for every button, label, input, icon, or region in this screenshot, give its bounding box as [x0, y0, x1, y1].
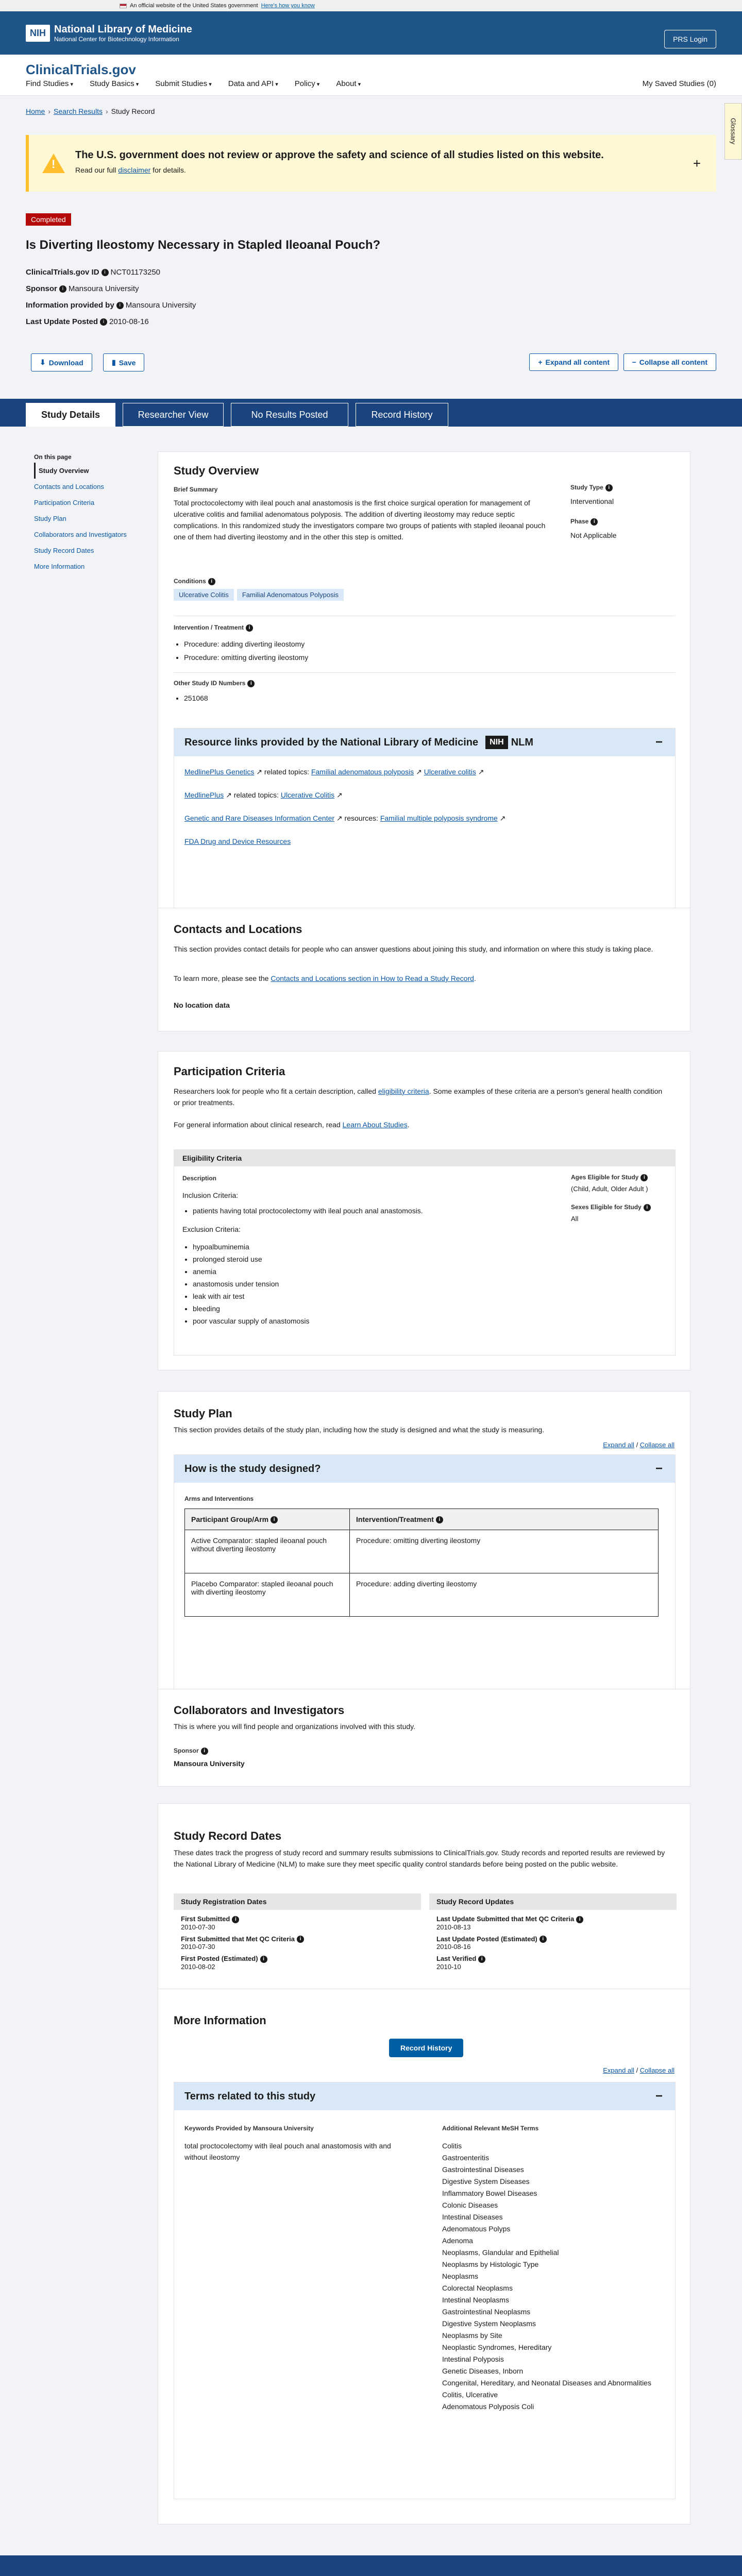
status-badge: Completed: [26, 213, 71, 226]
plan-expand-collapse: Expand all / Collapse all: [603, 1441, 674, 1449]
mesh-term: Neoplasms: [442, 2272, 479, 2280]
study-id: NCT01173250: [110, 268, 160, 277]
info-icon[interactable]: i: [208, 578, 215, 585]
study-record-dates-section: [158, 1803, 690, 2004]
nlm-title[interactable]: National Library of Medicine: [54, 23, 192, 35]
phase-label: Phase i: [570, 518, 600, 526]
eligibility-heading: Eligibility Criteria: [174, 1150, 675, 1166]
sidenav-item-dates[interactable]: Study Record Dates: [34, 547, 94, 554]
list-item: • anastomosis under tension: [193, 1278, 309, 1290]
info-icon[interactable]: i: [576, 1916, 583, 1923]
list-item: • 251068: [184, 694, 208, 702]
site-footer: [0, 2555, 742, 2576]
sidenav-item-plan[interactable]: Study Plan: [34, 515, 66, 522]
resource-line: Genetic and Rare Diseases Information Center ↗ resources: Familial multiple polyposis syndrome ↗: [184, 814, 506, 822]
sidenav-item-collaborators[interactable]: Collaborators and Investigators: [34, 531, 127, 538]
tab-researcher-view[interactable]: Researcher View: [123, 403, 224, 427]
record-updates-heading: Study Record Updates: [429, 1893, 677, 1910]
collapse-all-link[interactable]: Collapse all: [639, 2066, 674, 2074]
main-nav: [26, 79, 361, 88]
study-type-label: Study Type i: [570, 484, 615, 492]
info-icon[interactable]: i: [232, 1916, 239, 1923]
registration-dates-heading: Study Registration Dates: [174, 1893, 421, 1910]
nlm-resource-title: Resource links provided by the National Library of Medicine: [184, 736, 479, 748]
keywords-value: total proctocolectomy with ileal pouch anal anastomosis with and without ileostomy: [184, 2142, 391, 2161]
exclusion-list: [193, 1241, 309, 1327]
last-update-row: Last Update Posted i 2010-08-16: [26, 317, 149, 326]
collapse-all-link[interactable]: Collapse all: [639, 1441, 674, 1449]
info-icon[interactable]: i: [644, 1204, 651, 1211]
resource-link[interactable]: Familial multiple polyposis syndrome: [380, 814, 498, 822]
terms-title: Terms related to this study: [184, 2090, 316, 2102]
info-icon[interactable]: i: [102, 269, 109, 276]
resource-line: [184, 837, 665, 845]
sidenav-heading: On this page: [34, 453, 72, 461]
other-ids-list: [184, 694, 208, 702]
terms-box: [174, 2082, 676, 2499]
mesh-term: Colonic Diseases: [442, 2201, 498, 2209]
expand-all-button[interactable]: + Expand all content: [529, 353, 618, 371]
collapse-icon[interactable]: −: [655, 2089, 663, 2103]
info-icon[interactable]: i: [605, 484, 613, 492]
study-id-row: ClinicalTrials.gov ID i NCT01173250: [26, 268, 160, 277]
intervention-list: [184, 637, 308, 664]
mesh-term: Colitis: [442, 2142, 462, 2150]
us-flag-icon: [120, 4, 127, 8]
mesh-term: Gastrointestinal Neoplasms: [442, 2308, 531, 2316]
mesh-label: Additional Relevant MeSH Terms: [442, 2125, 539, 2132]
sexes-label: Sexes Eligible for Study i: [571, 1204, 653, 1211]
contacts-learn: To learn more, please see the Contacts and Locations section in How to Read a Study Record.: [174, 974, 476, 982]
section-title: Study Overview: [174, 464, 259, 477]
table-row: Placebo Comparator: stapled ileoanal pouch with diverting ileostomy Procedure: adding diverting ileostomy: [185, 1573, 659, 1617]
list-item: • Procedure: adding diverting ileostomy: [184, 637, 308, 651]
mesh-list: [442, 2140, 669, 2413]
mesh-term: Gastrointestinal Diseases: [442, 2165, 524, 2174]
inclusion-label: Inclusion Criteria:: [182, 1191, 239, 1199]
nav-study-basics[interactable]: Study Basics ▾: [90, 79, 139, 88]
mesh-term: Digestive System Diseases: [442, 2177, 530, 2185]
table-header: Participant Group/Arm i: [185, 1509, 350, 1530]
resource-link[interactable]: Genetic and Rare Diseases Information Center: [184, 814, 335, 822]
divider: [174, 672, 676, 673]
tab-record-history[interactable]: Record History: [356, 403, 448, 427]
nav-data-api[interactable]: Data and API ▾: [228, 79, 278, 88]
list-item: • leak with air test: [193, 1290, 309, 1302]
mesh-term: Neoplasms by Histologic Type: [442, 2260, 539, 2268]
sponsor-value: Mansoura University: [68, 284, 139, 293]
gov-banner-link[interactable]: Here's how you know: [261, 3, 315, 9]
info-icon[interactable]: i: [116, 302, 124, 309]
more-expand-collapse: Expand all / Collapse all: [603, 2066, 674, 2074]
mesh-term: Colorectal Neoplasms: [442, 2284, 513, 2292]
table-row: Active Comparator: stapled ileoanal pouch without diverting ileostomy Procedure: omitting diverting ileostomy: [185, 1530, 659, 1573]
inclusion-list: [193, 1207, 423, 1215]
phase-value: Not Applicable: [570, 531, 617, 539]
study-type-value: Interventional: [570, 497, 614, 505]
nav-policy[interactable]: Policy ▾: [295, 79, 320, 88]
eligibility-box: [174, 1149, 676, 1355]
section-title: Collaborators and Investigators: [174, 1704, 345, 1717]
page-sidenav: [34, 451, 147, 574]
contacts-learn-link[interactable]: Contacts and Locations section in How to Read a Study Record: [271, 974, 474, 982]
disclaimer-alert: [26, 135, 716, 192]
mesh-term: Adenoma: [442, 2236, 473, 2245]
disclaimer-link[interactable]: disclaimer: [118, 166, 151, 174]
nlm-subtitle: National Center for Biotechnology Information: [54, 35, 179, 43]
resource-link[interactable]: Familial adenomatous polyposis: [311, 768, 414, 776]
learn-about-studies-link[interactable]: Learn About Studies: [342, 1121, 408, 1129]
exclusion-label: Exclusion Criteria:: [182, 1225, 241, 1233]
info-icon[interactable]: i: [297, 1936, 304, 1943]
condition-pill[interactable]: Ulcerative Colitis: [174, 589, 234, 601]
sexes-value: All: [571, 1215, 579, 1223]
contacts-desc: This section provides contact details for people who can answer questions about joining this study, and information on where this study is taking place.: [174, 945, 653, 953]
tab-study-details[interactable]: Study Details: [26, 403, 115, 427]
collapse-all-button[interactable]: − Collapse all content: [623, 353, 716, 371]
section-title: Study Plan: [174, 1407, 232, 1420]
info-provided-row: Information provided by i Mansoura University: [26, 301, 196, 310]
mesh-term: Intestinal Neoplasms: [442, 2296, 509, 2304]
expand-all-link[interactable]: Expand all: [603, 1441, 634, 1449]
nlm-resource-header[interactable]: [174, 728, 675, 756]
date-item: Last Update Posted (Estimated) i 2010-08-16: [429, 1933, 677, 1953]
collab-sponsor-label: Sponsor i: [174, 1747, 210, 1755]
eligibility-link[interactable]: eligibility criteria: [378, 1087, 429, 1095]
contacts-section: [158, 908, 690, 1031]
info-icon[interactable]: i: [100, 318, 107, 326]
section-title: Contacts and Locations: [174, 923, 302, 936]
design-header[interactable]: [174, 1455, 675, 1483]
mesh-term: Digestive System Neoplasms: [442, 2319, 536, 2328]
record-history-button[interactable]: Record History: [389, 2039, 463, 2057]
info-icon[interactable]: i: [246, 624, 253, 632]
section-title: Study Record Dates: [174, 1829, 282, 1842]
nlm-logo: NLM: [511, 736, 534, 748]
study-plan-section: [158, 1391, 690, 1716]
tab-no-results[interactable]: No Results Posted: [231, 403, 348, 427]
arms-label: Arms and Interventions: [184, 1495, 254, 1502]
info-icon[interactable]: i: [247, 680, 255, 687]
date-item: Last Update Submitted that Met QC Criteria i 2010-08-13: [429, 1913, 677, 1933]
participation-section: [158, 1051, 690, 1370]
resource-link[interactable]: MedlinePlus: [184, 791, 224, 799]
sidenav-item-contacts[interactable]: Contacts and Locations: [34, 483, 104, 490]
arms-table: [184, 1509, 659, 1617]
page-title: Is Diverting Ileostomy Necessary in Stapled Ileoanal Pouch?: [26, 238, 381, 252]
no-location-text: No location data: [174, 1001, 230, 1009]
participation-desc: Researchers look for people who fit a certain description, called eligibility criteria. Some examples of these criteria are a person's general health condition or prior treatments.: [174, 1087, 663, 1107]
date-item: First Submitted i 2010-07-30: [174, 1913, 421, 1933]
breadcrumb: Home › Search Results › Study Record: [26, 107, 155, 115]
description-label: Description: [182, 1175, 217, 1182]
general-info: For general information about clinical research, read Learn About Studies.: [174, 1121, 410, 1129]
info-provided-value: Mansoura University: [125, 301, 196, 310]
record-updates: [429, 1893, 677, 1973]
disclaimer-text: Read our full disclaimer for details.: [75, 166, 186, 174]
nav-find-studies[interactable]: Find Studies ▾: [26, 79, 73, 88]
action-bar: [26, 353, 716, 374]
date-item: First Submitted that Met QC Criteria i 2010-07-30: [174, 1933, 421, 1953]
list-item: • hypoalbuminemia: [193, 1241, 309, 1253]
resource-link[interactable]: FDA Drug and Device Resources: [184, 837, 291, 845]
collapse-icon[interactable]: −: [655, 1462, 663, 1476]
list-item: • bleeding: [193, 1302, 309, 1315]
mesh-term: Congenital, Hereditary, and Neonatal Diseases and Abnormalities: [442, 2379, 651, 2387]
info-icon[interactable]: i: [59, 285, 66, 293]
prs-login-button[interactable]: PRS Login: [664, 30, 716, 48]
mesh-term: Intestinal Diseases: [442, 2213, 503, 2221]
date-item: First Posted (Estimated) i 2010-08-02: [174, 1953, 421, 1973]
list-item: • Procedure: omitting diverting ileostomy: [184, 651, 308, 664]
list-item: • patients having total proctocolectomy with ileal pouch anal anastomosis.: [193, 1207, 423, 1215]
expand-all-link[interactable]: Expand all: [603, 2066, 634, 2074]
design-box: [174, 1454, 676, 1702]
study-overview-section: [158, 451, 690, 939]
nih-logo[interactable]: NIH: [26, 25, 50, 42]
dates-desc: These dates track the progress of study record and summary results submissions to ClinicalTrials.gov. Study records and reported results are reviewed by the National Library of Medicine (NLM) to make sure they meet specific quality control standards before being posted on the public website.: [174, 1849, 665, 1868]
mesh-term: Neoplasms, Glandular and Epithelial: [442, 2248, 559, 2257]
table-header: Intervention/Treatment i: [350, 1509, 659, 1530]
save-button[interactable]: ▮ Save: [103, 353, 144, 371]
saved-studies-link[interactable]: My Saved Studies (0): [642, 79, 716, 88]
expand-alert-icon[interactable]: +: [693, 156, 701, 171]
info-icon[interactable]: i: [436, 1516, 443, 1523]
mesh-term: Colitis, Ulcerative: [442, 2391, 498, 2399]
nav-submit-studies[interactable]: Submit Studies ▾: [155, 79, 211, 88]
mesh-term: Neoplastic Syndromes, Hereditary: [442, 2343, 552, 2351]
download-button[interactable]: ⬇ Download: [31, 353, 92, 371]
intervention-label: Intervention / Treatment i: [174, 624, 255, 632]
disclaimer-title: The U.S. government does not review or approve the safety and science of all studies listed on this website.: [75, 149, 604, 161]
breadcrumb-current: Study Record: [111, 107, 155, 115]
site-header: [0, 55, 742, 96]
mesh-term: Neoplasms by Site: [442, 2331, 502, 2340]
condition-pill[interactable]: Familial Adenomatous Polyposis: [237, 589, 344, 601]
tab-bar: [0, 399, 742, 427]
resource-line: MedlinePlus ↗ related topics: Ulcerative Colitis ↗: [184, 791, 343, 799]
collaborators-section: [158, 1689, 690, 1787]
resource-line: MedlinePlus Genetics ↗ related topics: Familial adenomatous polyposis ↗ Ulcerative colitis ↗: [184, 768, 484, 776]
terms-header[interactable]: [174, 2082, 675, 2110]
sponsor-row: Sponsor i Mansoura University: [26, 284, 139, 293]
mesh-term: Inflammatory Bowel Diseases: [442, 2189, 537, 2197]
conditions-label: Conditions i: [174, 578, 217, 585]
list-item: • anemia: [193, 1265, 309, 1278]
conditions-list: [174, 589, 347, 601]
date-item: Last Verified i 2010-10: [429, 1953, 677, 1973]
last-update-value: 2010-08-16: [109, 317, 149, 326]
resource-link[interactable]: Ulcerative Colitis: [280, 791, 335, 799]
nlm-header: [0, 11, 742, 55]
nlm-resource-box: [174, 728, 676, 924]
resource-link[interactable]: MedlinePlus Genetics: [184, 768, 255, 776]
breadcrumb-search-results[interactable]: Search Results: [54, 107, 103, 115]
info-icon[interactable]: i: [260, 1956, 267, 1963]
sidenav-item-overview[interactable]: Study Overview: [34, 463, 147, 479]
mesh-term: Gastroenteritis: [442, 2154, 490, 2162]
more-information-section: [158, 1989, 690, 2524]
nih-logo: NIH: [485, 736, 508, 749]
info-icon[interactable]: i: [539, 1936, 547, 1943]
design-title: How is the study designed?: [184, 1463, 321, 1475]
registration-dates: [174, 1893, 421, 1973]
collab-desc: This is where you will find people and organizations involved with this study.: [174, 1722, 415, 1731]
brief-summary-text: Total proctocolectomy with ileal pouch anal anastomosis is the first choice surgical operation for management of ulcerative colitis and familial adenomatous polyposis. The addition of diverting ileostomy may reduce septic complications. In this randomized study the investigators compare two groups of patients with stapled ileoanal pouch one of them had diverting ileostomy and in the other this step is omitted.: [174, 499, 546, 541]
section-title: More Information: [174, 2014, 266, 2027]
mesh-term: Adenomatous Polyposis Coli: [442, 2402, 534, 2411]
collapse-icon[interactable]: −: [655, 735, 663, 749]
section-title: Participation Criteria: [174, 1065, 285, 1078]
plan-desc: This section provides details of the study plan, including how the study is designed and what the study is measuring.: [174, 1426, 545, 1434]
list-item: • poor vascular supply of anastomosis: [193, 1315, 309, 1327]
info-icon[interactable]: i: [201, 1748, 208, 1755]
save-icon: ▮: [112, 358, 116, 366]
other-ids-label: Other Study ID Numbers i: [174, 680, 257, 687]
info-icon[interactable]: i: [271, 1516, 278, 1523]
info-icon[interactable]: i: [591, 518, 598, 526]
download-icon: ⬇: [40, 358, 46, 366]
list-item: • prolonged steroid use: [193, 1253, 309, 1265]
ages-label: Ages Eligible for Study i: [571, 1174, 650, 1181]
collab-sponsor-value: Mansoura University: [174, 1759, 245, 1768]
mesh-term: Genetic Diseases, Inborn: [442, 2367, 524, 2375]
brief-summary-label: Brief Summary: [174, 486, 218, 493]
glossary-tab[interactable]: Glossary: [724, 103, 742, 160]
resource-link[interactable]: Ulcerative colitis: [424, 768, 476, 776]
sidenav-item-more-info[interactable]: More Information: [34, 563, 85, 570]
gov-banner: [0, 0, 742, 11]
keywords-label: Keywords Provided by Mansoura University: [184, 2125, 314, 2132]
info-icon[interactable]: i: [640, 1174, 648, 1181]
nav-about[interactable]: About ▾: [336, 79, 361, 88]
breadcrumb-home[interactable]: Home: [26, 107, 45, 115]
site-logo[interactable]: ClinicalTrials.gov: [26, 62, 136, 77]
ages-value: (Child, Adult, Older Adult ): [571, 1185, 648, 1193]
info-icon[interactable]: i: [478, 1956, 485, 1963]
mesh-term: Intestinal Polyposis: [442, 2355, 504, 2363]
sidenav-item-participation[interactable]: Participation Criteria: [34, 499, 95, 506]
warning-icon: !: [42, 154, 65, 173]
mesh-term: Adenomatous Polyps: [442, 2225, 511, 2233]
gov-banner-text: An official website of the United States government: [130, 3, 258, 9]
